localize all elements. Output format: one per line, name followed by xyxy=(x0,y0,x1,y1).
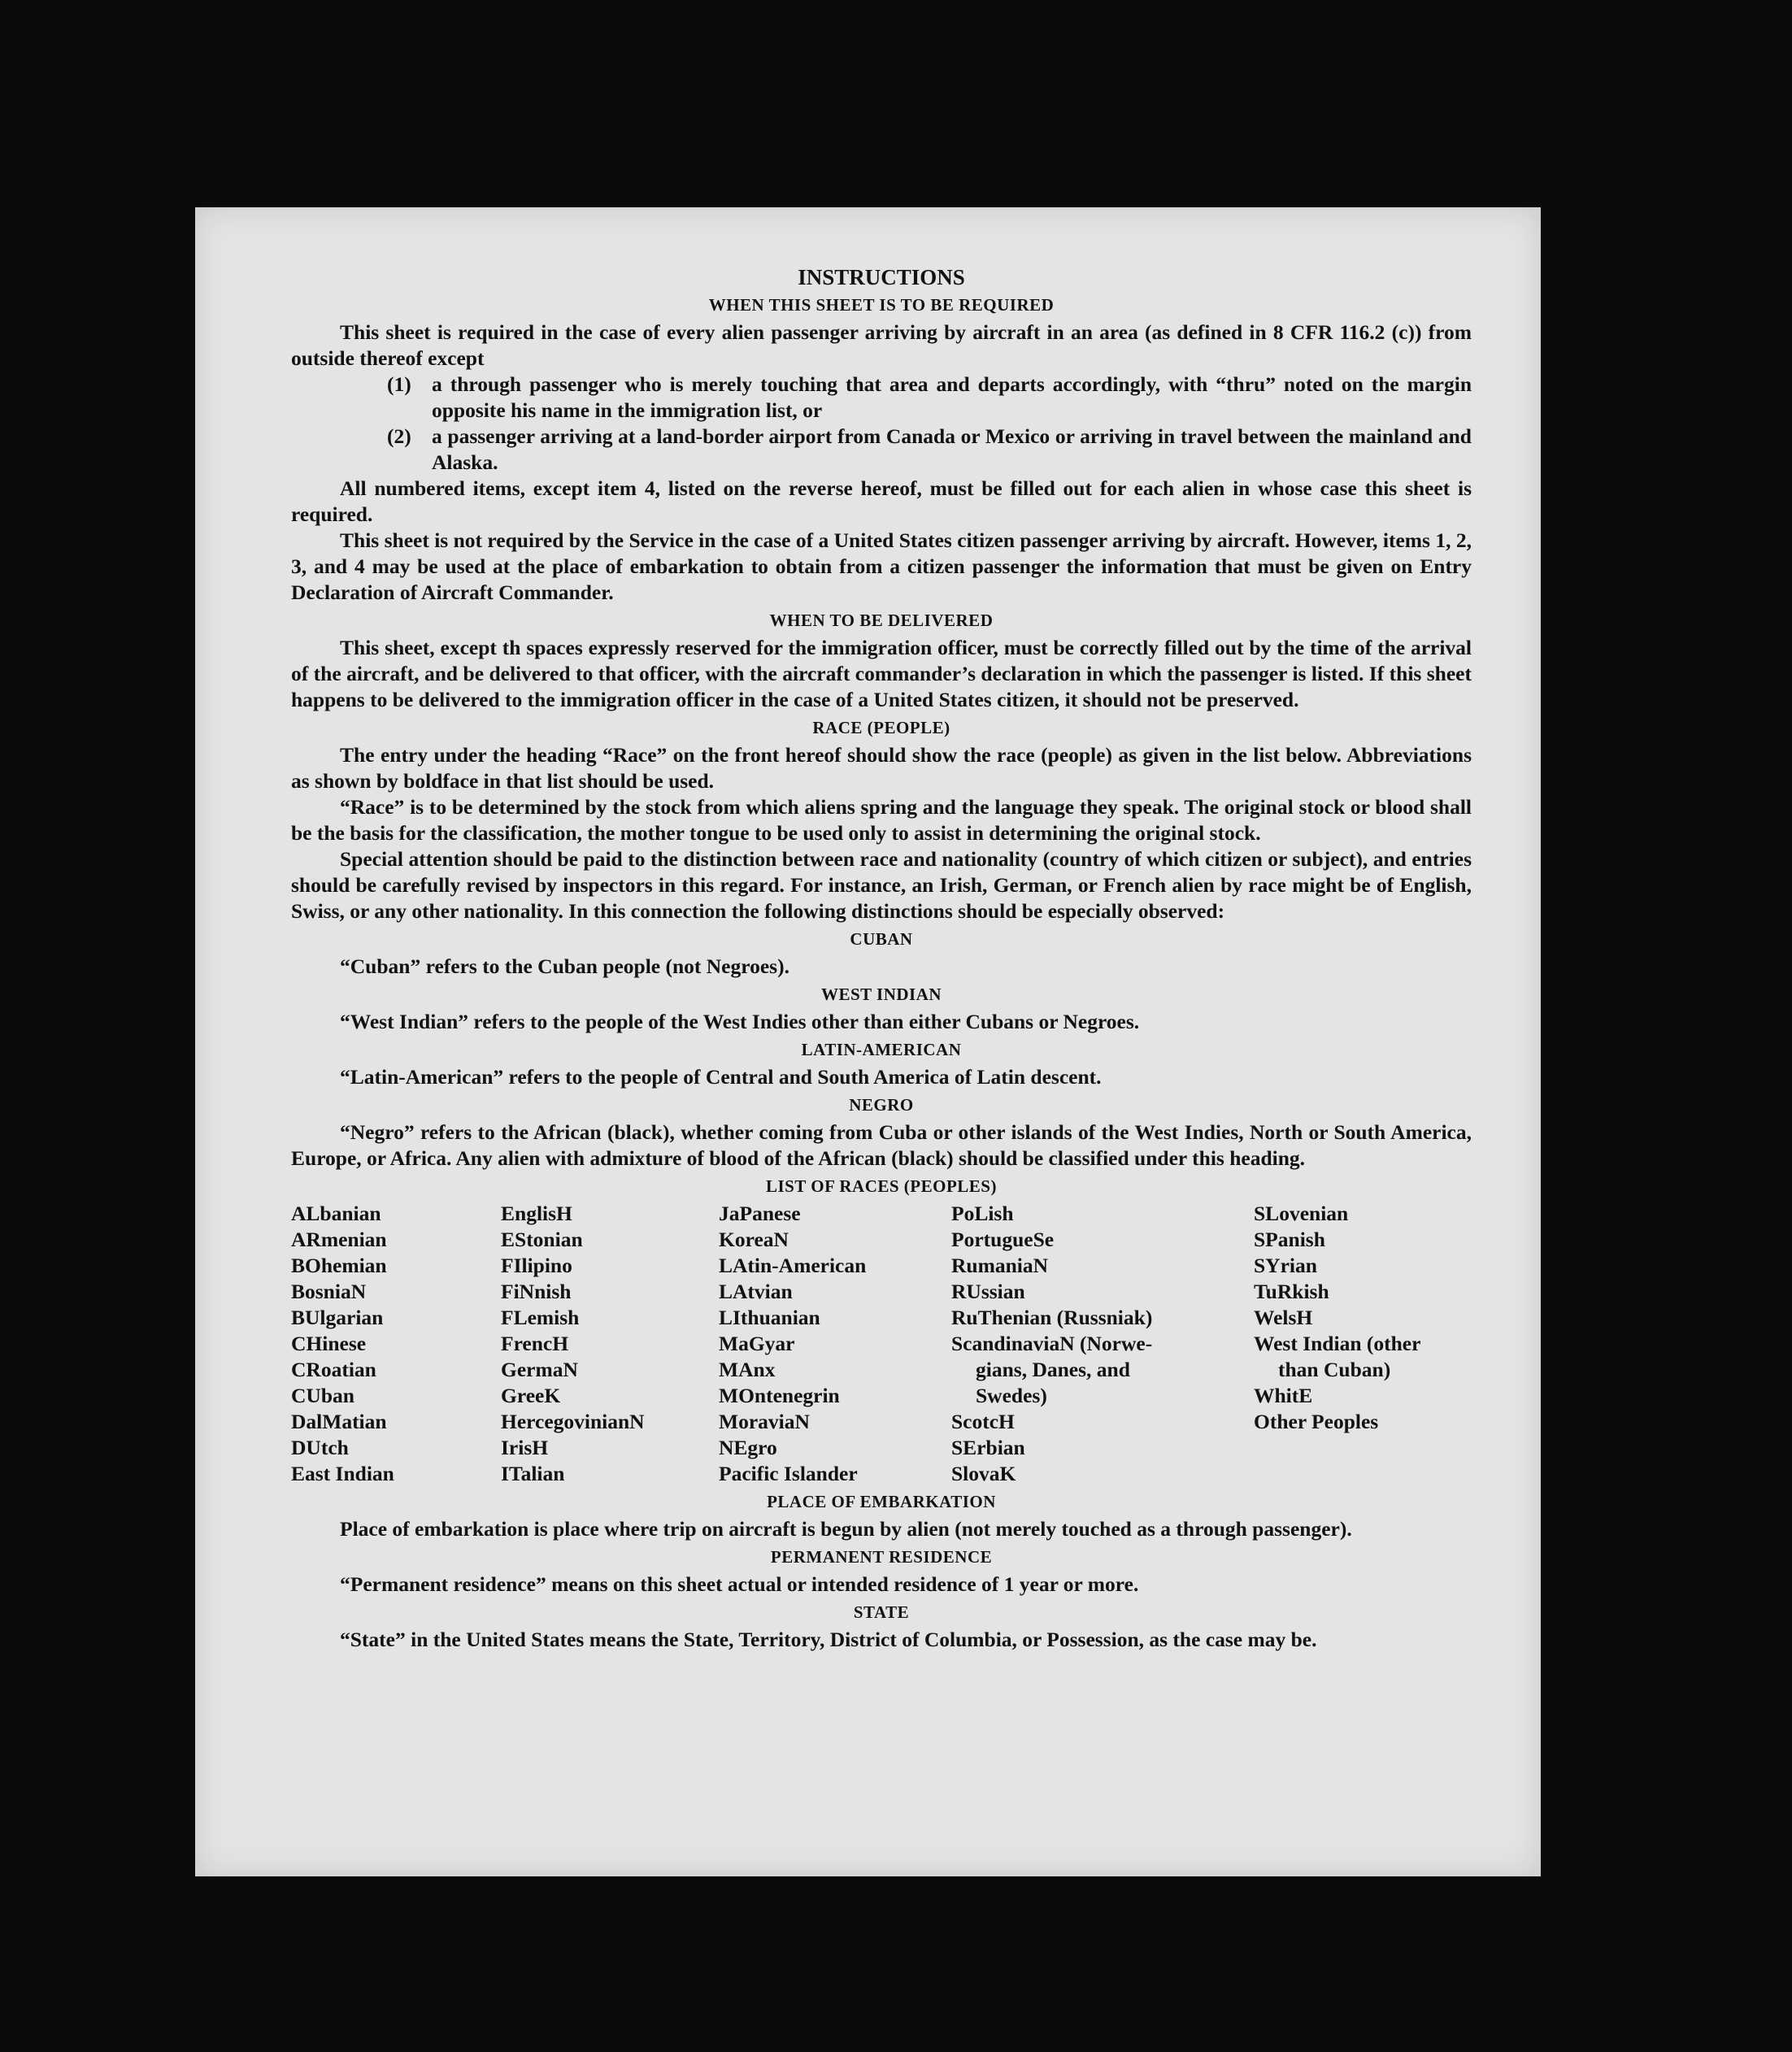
race-entry: MOntenegrin xyxy=(719,1384,840,1407)
heading-state: STATE xyxy=(853,1602,910,1622)
race-entry: LAtin-American xyxy=(719,1254,867,1277)
race-entry: BosniaN xyxy=(291,1280,367,1303)
races-column-1 xyxy=(291,1201,501,1487)
page-title: INSTRUCTIONS xyxy=(798,265,965,289)
race-entry: TuRkish xyxy=(1254,1280,1329,1303)
race-entry: SLovenian xyxy=(1254,1202,1349,1225)
race-entry: MaGyar xyxy=(719,1332,795,1355)
paragraph-state: “State” in the United States means the State, Territory, District of Columbia, or Possession, as the case may be. xyxy=(340,1628,1317,1651)
race-entry: RuThenian (Russniak) xyxy=(951,1306,1153,1329)
races-column-4 xyxy=(951,1201,1254,1487)
race-entry: ScandinaviaN (Norwe- xyxy=(951,1332,1153,1355)
heading-latin-american: LATIN-AMERICAN xyxy=(801,1040,962,1059)
paragraph-intro: This sheet is required in the case of every alien passenger arriving by aircraft in an area (as defined in 8 CFR 116.2 (c)) from outside thereof except xyxy=(291,320,1472,370)
race-entry: RUssian xyxy=(951,1280,1025,1303)
document-sheet xyxy=(195,207,1541,1876)
races-column-3 xyxy=(719,1201,951,1487)
paragraph-delivery: This sheet, except th spaces expressly reserved for the immigration officer, must be correctly filled out by the time of the arrival of the aircraft, and be delivered to that officer, with the aircraft commander’s declaration in which the passenger is listed. If this sheet happens to be delivered to the immigration officer in the case of a United States citizen, it should not be preserved. xyxy=(291,636,1472,711)
races-column-5 xyxy=(1254,1201,1472,1487)
heading-cuban: CUBAN xyxy=(850,929,913,949)
race-entry: BUlgarian xyxy=(291,1306,384,1329)
race-entry: DalMatian xyxy=(291,1410,387,1433)
race-entry: FIlipino xyxy=(501,1254,572,1277)
race-entry: EStonian xyxy=(501,1228,583,1251)
race-entry: CHinese xyxy=(291,1332,367,1355)
paragraph-race-stock: “Race” is to be determined by the stock from which aliens spring and the language they speak. The original stock or blood shall be the basis for the classification, the mother tongue to be used only to assist in determining the original stock. xyxy=(291,795,1472,845)
paragraph-race-entry: The entry under the heading “Race” on the front hereof should show the race (people) as given in the list below. Abbreviations as shown by boldface in that list should be used. xyxy=(291,743,1472,793)
race-entry: FLemish xyxy=(501,1306,580,1329)
race-entry: CRoatian xyxy=(291,1358,376,1381)
paragraph-residence: “Permanent residence” means on this sheet actual or intended residence of 1 year or more. xyxy=(340,1572,1139,1596)
race-entry-continued: than Cuban) xyxy=(1278,1358,1391,1381)
race-entry: DUtch xyxy=(291,1436,349,1459)
race-entry: SPanish xyxy=(1254,1228,1325,1251)
item-number: (2) xyxy=(387,424,411,448)
race-entry: WelsH xyxy=(1254,1306,1313,1329)
race-entry: FrencH xyxy=(501,1332,569,1355)
heading-list-of-races: LIST OF RACES (PEOPLES) xyxy=(766,1176,997,1196)
race-entry: WhitE xyxy=(1254,1384,1313,1407)
race-entry: SErbian xyxy=(951,1436,1025,1459)
race-entry: SlovaK xyxy=(951,1462,1016,1485)
race-entry: ScotcH xyxy=(951,1410,1015,1433)
exception-item-2 xyxy=(291,424,1472,476)
race-entry: PoLish xyxy=(951,1202,1014,1225)
race-entry: FiNnish xyxy=(501,1280,572,1303)
race-entry: ARmenian xyxy=(291,1228,387,1251)
race-entry: ITalian xyxy=(501,1462,565,1485)
race-entry: Pacific Islander xyxy=(719,1462,858,1485)
item-number: (1) xyxy=(387,372,411,396)
race-entry: IrisH xyxy=(501,1436,549,1459)
race-entry: MoraviaN xyxy=(719,1410,810,1433)
race-entry: Other Peoples xyxy=(1254,1410,1379,1433)
paragraph-race-nationality: Special attention should be paid to the distinction between race and nationality (country of which citizen or subject), and entries should be carefully revised by inspectors in this regard. For instance, an Irish, German, or French alien by race might be of English, Swiss, or any other nationality. In this connection the following distinctions should be especially observed: xyxy=(291,847,1472,923)
heading-when-delivered: WHEN TO BE DELIVERED xyxy=(769,611,994,630)
race-entry: BOhemian xyxy=(291,1254,387,1277)
paragraph-latin-american: “Latin-American” refers to the people of Central and South America of Latin descent. xyxy=(340,1065,1102,1089)
paragraph-numbered-items: All numbered items, except item 4, listed on the reverse hereof, must be filled out for each alien in whose case this sheet is required. xyxy=(291,476,1472,526)
race-entry-continued: Swedes) xyxy=(976,1384,1047,1407)
heading-when-required: WHEN THIS SHEET IS TO BE REQUIRED xyxy=(708,295,1055,315)
heading-permanent-residence: PERMANENT RESIDENCE xyxy=(770,1547,993,1567)
race-entry: ALbanian xyxy=(291,1202,381,1225)
heading-place-of-embarkation: PLACE OF EMBARKATION xyxy=(767,1492,996,1511)
race-entry: HercegovinianN xyxy=(501,1410,645,1433)
race-entry: JaPanese xyxy=(719,1202,801,1225)
paragraph-west-indian: “West Indian” refers to the people of the West Indies other than either Cubans or Negroes. xyxy=(340,1010,1140,1033)
race-entry: GermaN xyxy=(501,1358,578,1381)
paragraph-negro: “Negro” refers to the African (black), whether coming from Cuba or other islands of the West Indies, North or South America, Europe, or Africa. Any alien with admixture of blood of the African (black) should be classified under this heading. xyxy=(291,1120,1472,1170)
race-entry: East Indian xyxy=(291,1462,394,1485)
paragraph-embarkation: Place of embarkation is place where trip on aircraft is begun by alien (not merely touched as a through passenger). xyxy=(340,1517,1352,1541)
race-entry: RumaniaN xyxy=(951,1254,1049,1277)
instructions-content xyxy=(291,264,1472,1653)
paragraph-cuban: “Cuban” refers to the Cuban people (not Negroes). xyxy=(340,954,789,978)
race-entry: KoreaN xyxy=(719,1228,789,1251)
heading-race: RACE (PEOPLE) xyxy=(812,718,950,737)
race-entry: LIthuanian xyxy=(719,1306,820,1329)
heading-west-indian: WEST INDIAN xyxy=(820,985,942,1004)
race-entry: West Indian (other xyxy=(1254,1332,1421,1355)
paragraph-citizen: This sheet is not required by the Service in the case of a United States citizen passenger arriving by aircraft. However, items 1, 2, 3, and 4 may be used at the place of embarkation to obtain from a citizen passenger the information that must be given on Entry Declaration of Aircraft Commander. xyxy=(291,528,1472,604)
heading-negro: NEGRO xyxy=(849,1095,914,1115)
race-entry: SYrian xyxy=(1254,1254,1317,1277)
race-entry: CUban xyxy=(291,1384,354,1407)
race-entry: EnglisH xyxy=(501,1202,572,1225)
races-column-2 xyxy=(501,1201,719,1487)
race-entry-continued: gians, Danes, and xyxy=(976,1358,1130,1381)
races-list xyxy=(291,1201,1472,1487)
item-text: a passenger arriving at a land-border airport from Canada or Mexico or arriving in travel between the mainland and Alaska. xyxy=(432,424,1472,474)
race-entry: LAtvian xyxy=(719,1280,793,1303)
race-entry: PortugueSe xyxy=(951,1228,1055,1251)
item-text: a through passenger who is merely touching that area and departs accordingly, with “thru” noted on the margin opposite his name in the immigration list, or xyxy=(432,372,1472,422)
race-entry: NEgro xyxy=(719,1436,777,1459)
exception-item-1 xyxy=(291,372,1472,424)
race-entry: GreeK xyxy=(501,1384,561,1407)
race-entry: MAnx xyxy=(719,1358,776,1381)
